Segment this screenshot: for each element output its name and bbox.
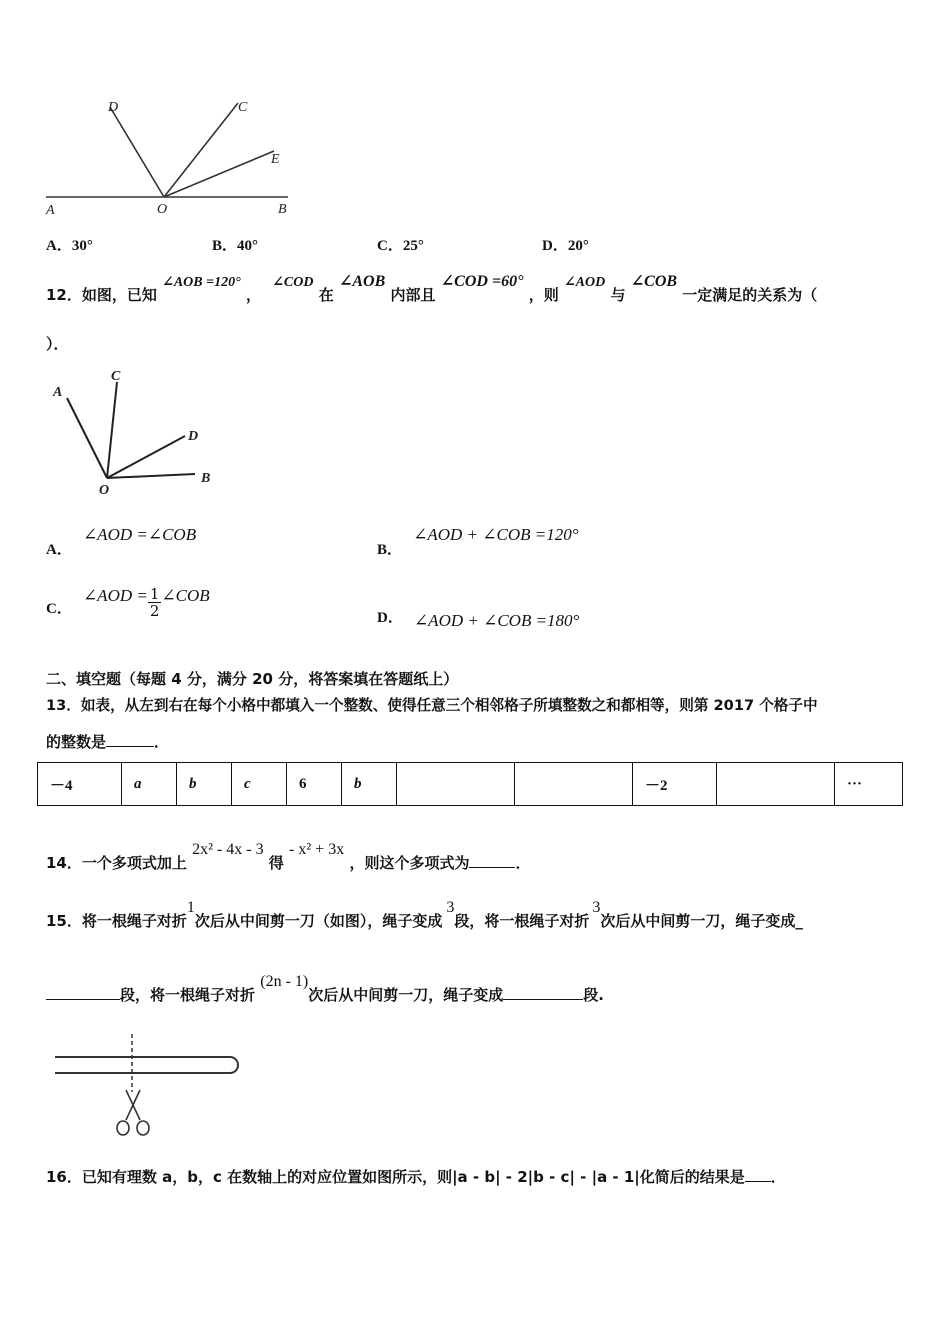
q12-stem-end: ）．: [46, 335, 69, 353]
q14-answer-blank[interactable]: [469, 854, 515, 868]
label-o: O: [99, 483, 110, 498]
label-b: B: [278, 202, 287, 217]
q15-stem-line1: 15．将一根绳子对折1次后从中间剪一刀（如图），绳子变成3段，将一根绳子对折3次后从中间剪一刀，绳子变成_: [46, 899, 803, 930]
q16-answer-blank[interactable]: [745, 1168, 771, 1182]
q12-option-a[interactable]: A． ∠AOD =∠COB: [46, 525, 197, 558]
grid-cell: －2: [633, 763, 717, 806]
label-c: C: [111, 369, 121, 384]
ray-oc: [107, 382, 117, 478]
q12-stem: 12．如图，已知 ∠AOB =120° ， ∠COD 在 ∠AOB 内部且 ∠COD =60° ，则 ∠AOD 与 ∠COB 一定满足的关系为（: [46, 273, 818, 304]
label-b: B: [201, 471, 211, 486]
ray-od: [107, 436, 185, 478]
grid-cell: a: [122, 763, 177, 806]
grid-cell: [515, 763, 633, 806]
grid-cell: [717, 763, 835, 806]
folded-rope: [55, 1057, 238, 1073]
q11-option-c[interactable]: C．25°: [377, 238, 424, 254]
q13-answer-blank[interactable]: [106, 733, 154, 747]
table-row: [38, 763, 903, 806]
fraction-one-half: $\frac{1}{2}$: [149, 585, 160, 620]
q12-option-d[interactable]: D． ∠AOD + ∠COB =180°: [377, 610, 580, 630]
label-o: O: [157, 202, 168, 217]
label-a: A: [46, 203, 55, 218]
q13-stem-line1: 13．如表，从左到右在每个小格中都填入一个整数、使得任意三个相邻格子所填整数之和都相等，则第 2017 个格子中: [46, 697, 818, 714]
label-d: D: [108, 100, 119, 115]
ray-oe: [164, 151, 274, 197]
q11-option-b[interactable]: B．40°: [212, 238, 259, 254]
q15-stem-line2: 段，将一根绳子对折 (2n - 1)次后从中间剪一刀，绳子变成 段.: [46, 970, 604, 1000]
q13-stem-line2: 的整数是 ．: [46, 733, 170, 751]
q15-answer-blank-2[interactable]: [503, 986, 583, 1000]
q12-option-c[interactable]: C． ∠AOD = $\frac{1}{2}$ ∠COB: [46, 585, 210, 620]
number-grid-table: [37, 762, 903, 806]
q12-option-b[interactable]: B． ∠AOD + ∠COB =120°: [377, 525, 579, 558]
label-c: C: [238, 100, 248, 115]
figure-rope-scissors: [50, 1030, 250, 1140]
q16-stem: 16．已知有理数 a，b，c 在数轴上的对应位置如图所示，则|a - b| - 2|b - c| - |a - 1|化简后的结果是 ．: [46, 1168, 786, 1186]
figure-angle-q11: [40, 95, 300, 220]
q15-answer-blank-1[interactable]: [46, 986, 120, 1000]
q11-option-d[interactable]: D．20°: [542, 238, 589, 254]
grid-cell: ···: [835, 763, 903, 806]
label-e: E: [271, 152, 280, 167]
ray-ob: [107, 474, 195, 478]
ray-oc: [164, 103, 238, 197]
grid-cell: c: [232, 763, 287, 806]
ray-od: [110, 107, 164, 197]
q11-option-a[interactable]: A．30°: [46, 238, 93, 254]
scissors-icon: [117, 1090, 149, 1135]
ray-oa: [67, 398, 107, 478]
grid-cell: b: [342, 763, 397, 806]
grid-cell: [397, 763, 515, 806]
label-d: D: [188, 429, 199, 444]
label-a: A: [53, 385, 63, 400]
figure-angle-q12: [45, 360, 225, 500]
grid-cell: －4: [38, 763, 122, 806]
q14-stem: 14．一个多项式加上 2x² - 4x - 3 得 - x² + 3x ，则这个多项式为 ．: [46, 841, 531, 872]
grid-cell: 6: [287, 763, 342, 806]
section-title: 二、填空题（每题 4 分，满分 20 分，将答案填在答题纸上）: [46, 670, 459, 688]
grid-cell: b: [177, 763, 232, 806]
